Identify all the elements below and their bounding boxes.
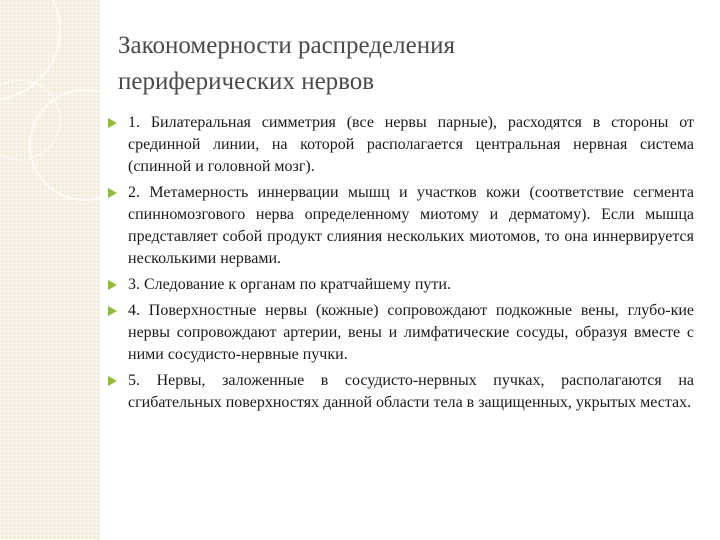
list-item-text: 3. Следование к органам по кратчайшему пути. xyxy=(128,276,451,293)
list-item-text: 1. Билатеральная симметрия (все нервы парные), расходятся в стороны от срединной линии, на которой располагается центральная нервная система (спинной и головной мозг). xyxy=(128,114,694,175)
list-item xyxy=(108,112,694,178)
list-item xyxy=(108,300,694,366)
arrow-bullet-icon xyxy=(108,376,117,386)
list-item-text: 5. Нервы, заложенные в сосудисто-нервных пучках, располагаются на сгибательных поверхностях данной области тела в защищенных, укрытых местах. xyxy=(128,372,694,411)
slide-title xyxy=(118,28,698,100)
list-item-text: 2. Метамерность иннервации мышц и участков кожи (соответствие сегмента спинномозгового нерва определенному миотому и дерматому). Если мышца представляет собой продукт слияния нескольких миотомов, то она иннервируется несколькими нервами. xyxy=(128,184,694,267)
slide-title-line: периферических нервов xyxy=(118,68,375,95)
arrow-bullet-icon xyxy=(108,306,117,316)
arrow-bullet-icon xyxy=(108,280,117,290)
list-item xyxy=(108,182,694,270)
arrow-bullet-icon xyxy=(108,188,117,198)
arrow-bullet-icon xyxy=(108,118,117,128)
slide-title-line: Закономерности распределения xyxy=(118,32,455,59)
list-item xyxy=(108,274,694,296)
decorative-circles xyxy=(0,0,120,220)
list-item xyxy=(108,370,694,414)
bullet-list xyxy=(108,112,694,418)
list-item-text: 4. Поверхностные нервы (кожные) сопровождают подкожные вены, глубо-кие нервы сопровождают артерии, вены и лимфатические сосуды, образуя вместе с ними сосудисто-нервные пучки. xyxy=(128,302,694,363)
